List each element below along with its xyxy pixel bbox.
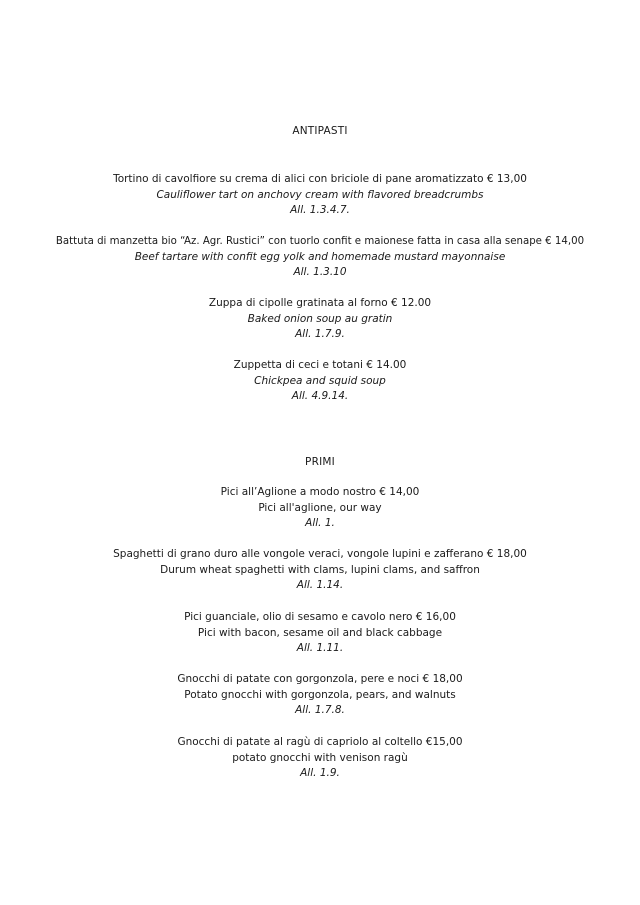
allergens: All. 1.7.9. (295, 328, 345, 341)
dish-name-it: Spaghetti di grano duro alle vongole veraci, vongole lupini e zafferano € 18,00 (113, 548, 527, 560)
menu-item (0, 172, 640, 219)
section-title-primi: PRIMI (305, 456, 335, 468)
dish-name-it: Pici all’Aglione a modo nostro € 14,00 (220, 486, 420, 498)
dish-name-en: potato gnocchi with venison ragù (232, 751, 408, 764)
menu-item (0, 485, 640, 532)
dish-name-en: Cauliflower tart on anchovy cream with flavored breadcrumbs (156, 188, 484, 201)
allergens: All. 1.7.8. (295, 704, 345, 717)
antipasti-section (0, 124, 640, 139)
dish-name-en: Baked onion soup au gratin (247, 312, 393, 325)
menu-item (0, 296, 640, 343)
menu-item (0, 610, 640, 657)
dish-name-it: Zuppetta di ceci e totani € 14.00 (233, 359, 407, 371)
allergens: All. 1. (305, 517, 335, 530)
menu-item (0, 547, 640, 594)
allergens: All. 1.3.4.7. (290, 204, 350, 217)
primi-section (0, 455, 640, 470)
dish-name-it: Gnocchi di patate con gorgonzola, pere e noci € 18,00 (177, 673, 463, 685)
menu-item (0, 358, 640, 405)
dish-name-en: Pici all'aglione, our way (258, 501, 382, 514)
dish-name-it: Gnocchi di patate al ragù di capriolo al coltello €15,00 (177, 736, 463, 748)
dish-name-it: Tortino di cavolfiore su crema di alici con briciole di pane aromatizzato € 13,00 (113, 173, 527, 185)
dish-name-en: Chickpea and squid soup (254, 374, 386, 387)
allergens: All. 1.14. (296, 579, 344, 592)
dish-name-en: Beef tartare with confit egg yolk and homemade mustard mayonnaise (134, 250, 506, 263)
dish-name-it: Pici guanciale, olio di sesamo e cavolo nero € 16,00 (184, 611, 456, 623)
menu-item (0, 672, 640, 719)
allergens: All. 1.11. (296, 642, 344, 655)
allergens: All. 1.9. (300, 767, 340, 780)
dish-name-en: Pici with bacon, sesame oil and black cabbage (197, 626, 443, 639)
dish-name-en: Durum wheat spaghetti with clams, lupini clams, and saffron (160, 563, 480, 576)
menu-item (0, 735, 640, 782)
dish-name-it: Zuppa di cipolle gratinata al forno € 12.00 (208, 297, 432, 309)
dish-name-it: Battuta di manzetta bio “Az. Agr. Rustici” con tuorlo confit e maionese fatta in casa alla senape € 14,00 (55, 236, 585, 247)
allergens: All. 1.3.10 (293, 266, 347, 279)
dish-name-en: Potato gnocchi with gorgonzola, pears, and walnuts (184, 688, 456, 701)
section-title-antipasti: ANTIPASTI (292, 125, 348, 137)
menu-item (0, 234, 640, 281)
allergens: All. 4.9.14. (291, 390, 349, 403)
